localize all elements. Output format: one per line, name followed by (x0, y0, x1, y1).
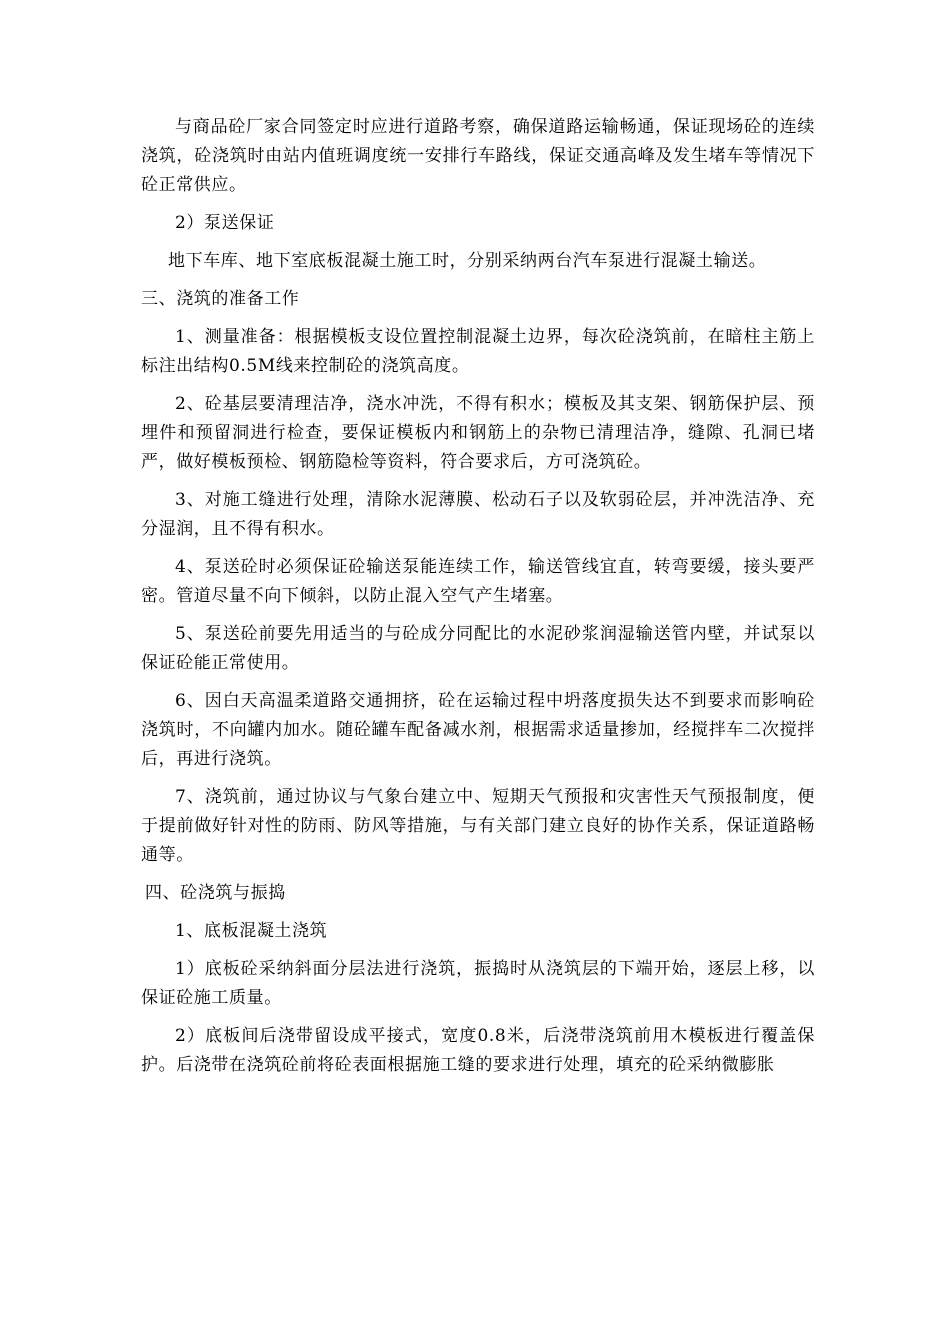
paragraph: 2、砼基层要清理洁净，浇水冲洗，不得有积水；模板及其支架、钢筋保护层、预埋件和预留洞进行检查，要保证模板内和钢筋上的杂物已清理洁净，缝隙、孔洞已堵严，做好模板预检、钢筋隐检等资料，符合要求后，方可浇筑砼。 (141, 394, 815, 472)
paragraph: 三、浇筑的准备工作 (141, 289, 300, 309)
paragraph: 4、泵送砼时必须保证砼输送泵能连续工作，输送管线宜直，转弯要缓，接头要严密。管道尽量不向下倾斜，以防止混入空气产生堵塞。 (141, 557, 815, 606)
paragraph: 四、砼浇筑与振捣 (145, 883, 286, 903)
paragraph: 1、底板混凝土浇筑 (175, 921, 328, 941)
paragraph: 2）泵送保证 (175, 213, 275, 233)
paragraph: 1、测量准备：根据模板支设位置控制混凝土边界，每次砼浇筑前，在暗柱主筋上标注出结构0.5M线来控制砼的浇筑高度。 (141, 327, 815, 376)
paragraph: 3、对施工缝进行处理，清除水泥薄膜、松动石子以及软弱砼层，并冲洗洁净、充分湿润，且不得有积水。 (141, 490, 815, 539)
paragraph: 与商品砼厂家合同签定时应进行道路考察，确保道路运输畅通，保证现场砼的连续浇筑，砼浇筑时由站内值班调度统一安排行车路线，保证交通高峰及发生堵车等情况下砼正常供应。 (141, 117, 815, 195)
paragraph: 2）底板间后浇带留设成平接式，宽度0.8米，后浇带浇筑前用木模板进行覆盖保护。后浇带在浇筑砼前将砼表面根据施工缝的要求进行处理，填充的砼采纳微膨胀 (141, 1026, 815, 1075)
paragraph: 7、浇筑前，通过协议与气象台建立中、短期天气预报和灾害性天气预报制度，便于提前做好针对性的防雨、防风等措施，与有关部门建立良好的协作关系，保证道路畅通等。 (141, 787, 815, 865)
paragraph: 5、泵送砼前要先用适当的与砼成分同配比的水泥砂浆润湿输送管内壁，并试泵以保证砼能正常使用。 (141, 624, 815, 673)
paragraph: 6、因白天高温柔道路交通拥挤，砼在运输过程中坍落度损失达不到要求而影响砼浇筑时，不向罐内加水。随砼罐车配备减水剂，根据需求适量掺加，经搅拌车二次搅拌后，再进行浇筑。 (141, 691, 815, 769)
paragraph: 1）底板砼采纳斜面分层法进行浇筑，振捣时从浇筑层的下端开始，逐层上移，以保证砼施工质量。 (141, 959, 815, 1008)
document-body (141, 113, 815, 1089)
paragraph: 地下车库、地下室底板混凝土施工时，分别采纳两台汽车泵进行混凝土输送。 (168, 251, 767, 271)
